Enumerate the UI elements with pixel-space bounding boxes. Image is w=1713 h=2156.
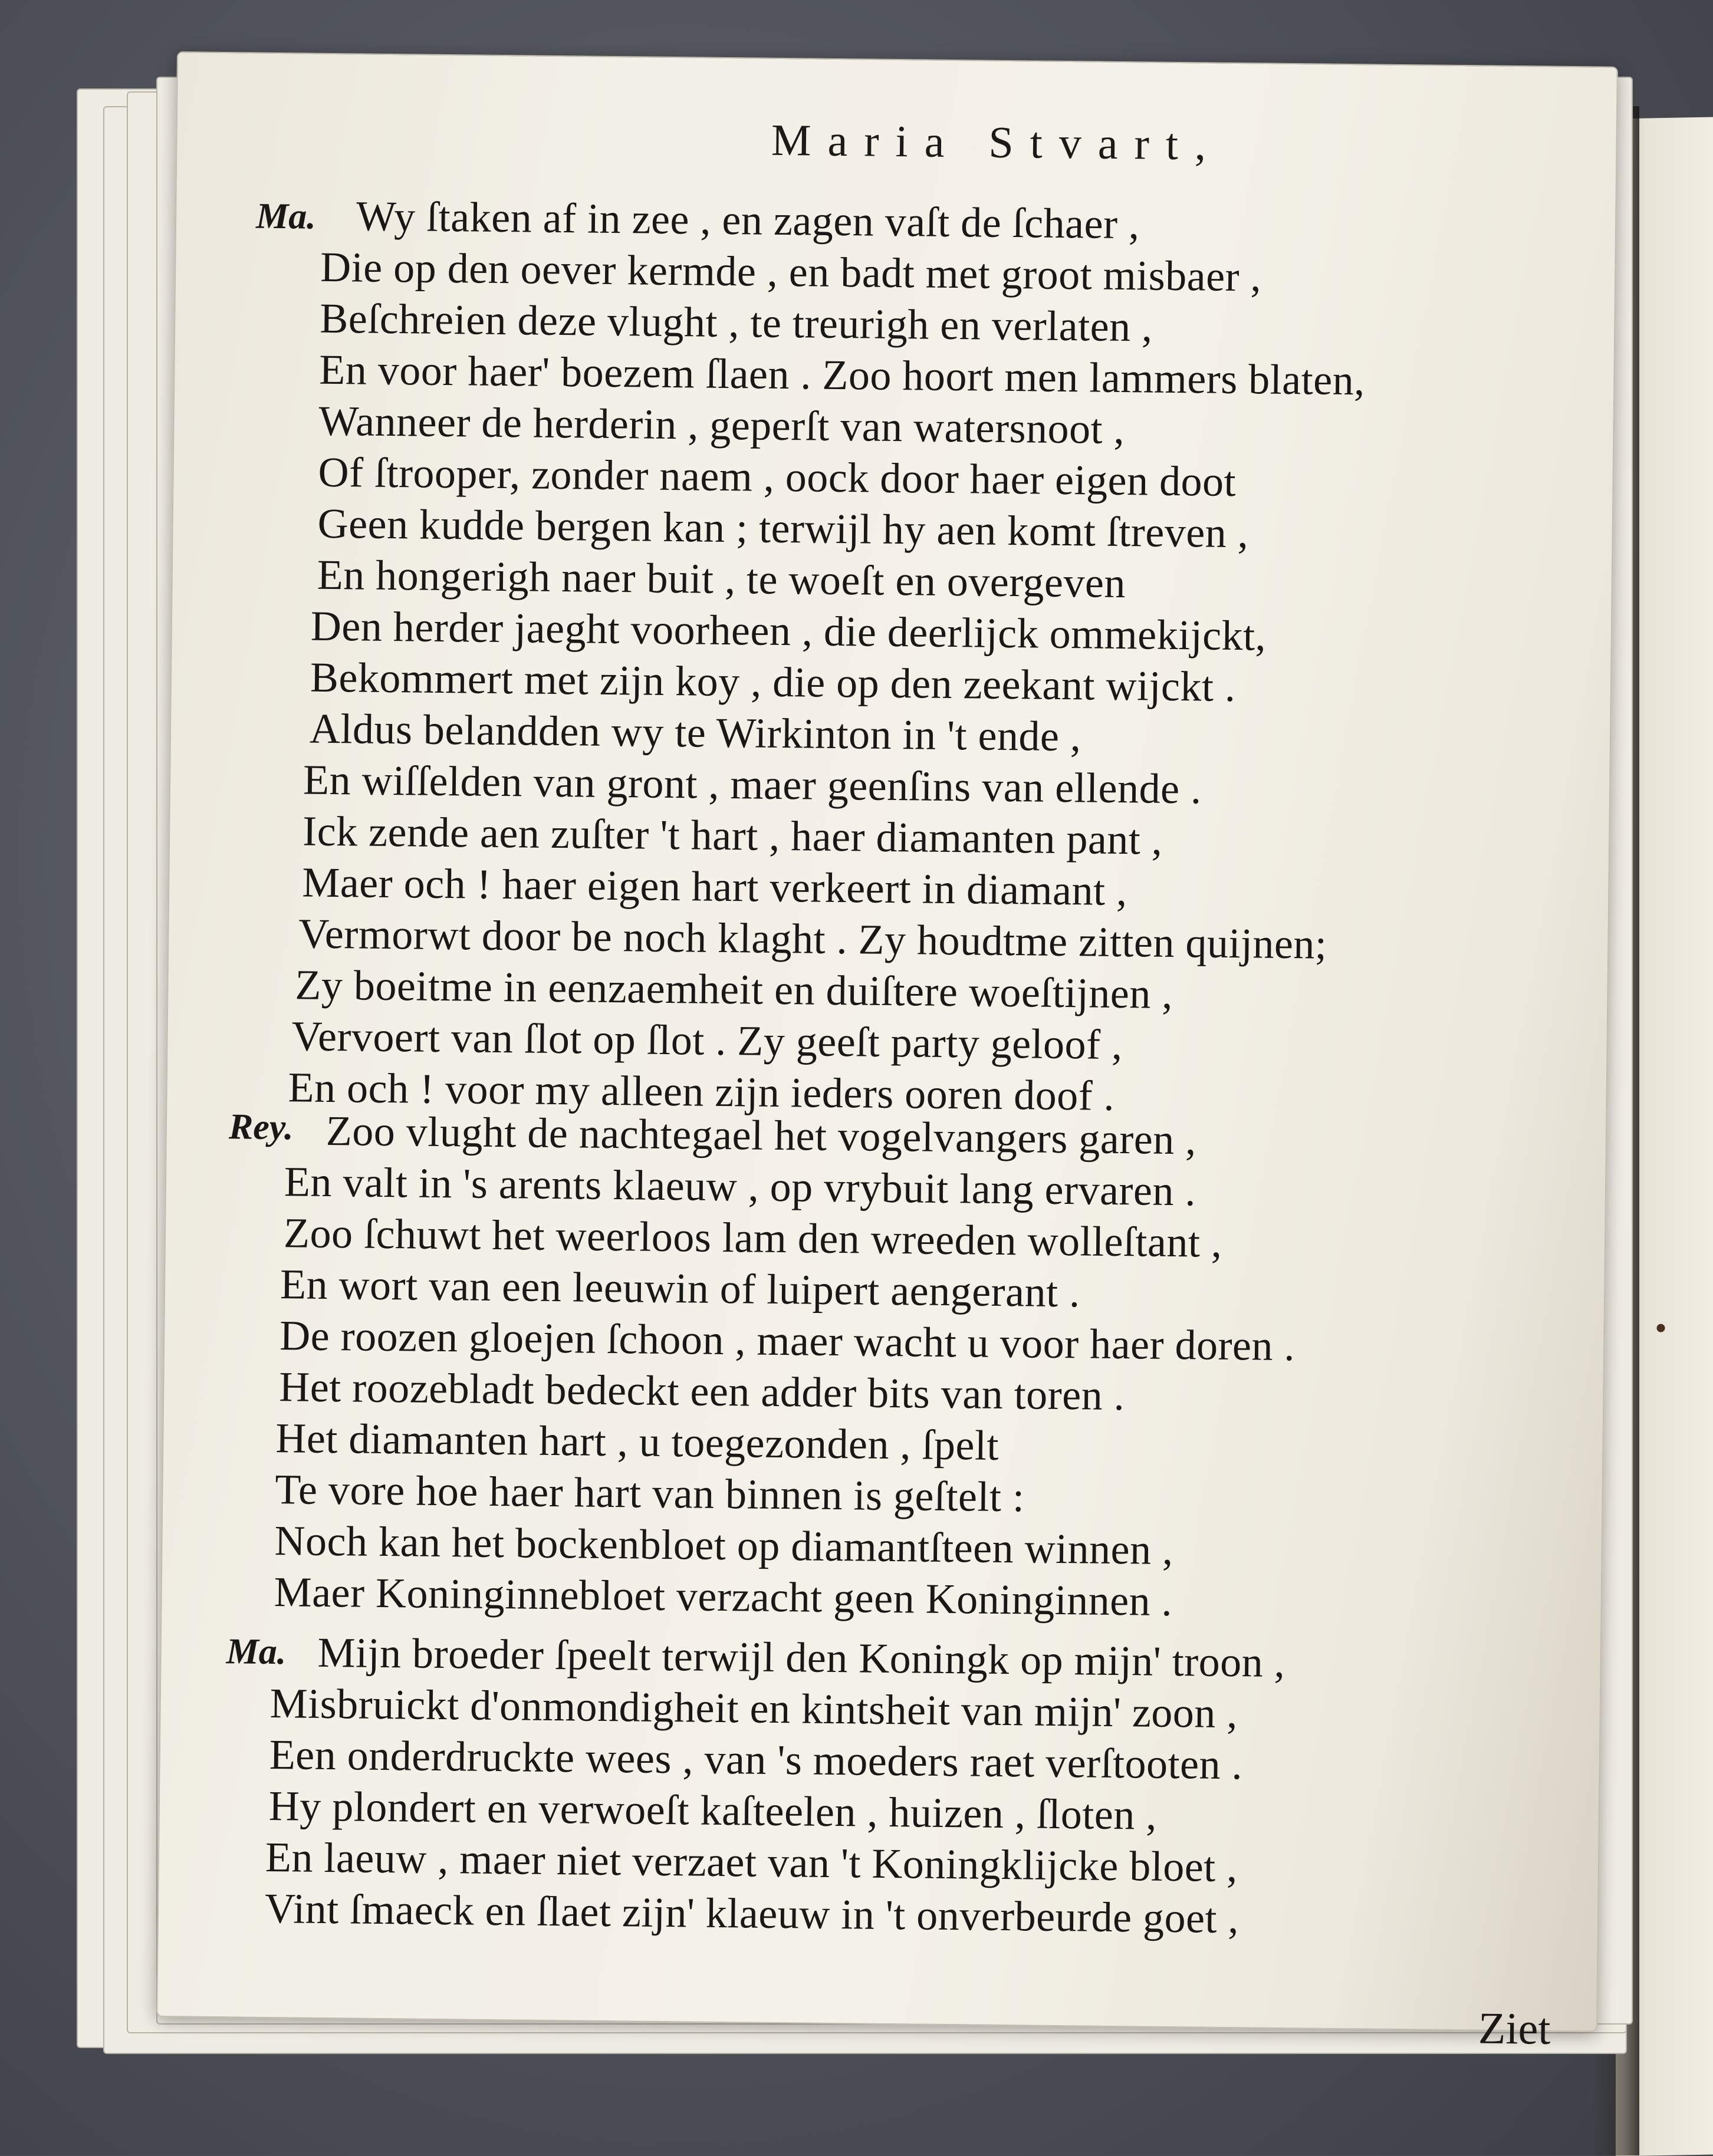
verse-line: Een onderdruckte wees , van 's moeders raet verſtooten . — [269, 1731, 1243, 1789]
verse-line: Bekommert met zijn koy , die op den zeekant wijckt . — [310, 653, 1236, 711]
verse-line: De roozen gloejen ſchoon , maer wacht u voor haer doren . — [279, 1312, 1296, 1370]
verse-line: En wort van een leeuwin of luipert aengerant . — [280, 1260, 1081, 1316]
verse-line: Mijn broeder ſpeelt terwijl den Koningk op mijn' troon , — [317, 1628, 1285, 1687]
verse-line: En wiſſelden van gront , maer geenſins van ellende . — [303, 756, 1202, 813]
speaker-label-ma: Ma. — [255, 196, 317, 237]
verse-line: Zoo ſchuwt het weerloos lam den wreeden wolleſtant , — [283, 1209, 1222, 1266]
verse-line: Wy ſtaken af in zee , en zagen vaſt de ſchaer , — [356, 192, 1140, 248]
verse-line: Maer och ! haer eigen hart verkeert in diamant , — [301, 858, 1128, 915]
verse-line: Zoo vlught de nachtegael het vogelvangers garen , — [325, 1107, 1197, 1164]
book-page — [156, 51, 1618, 2054]
verse-line: Noch kan het bockenbloet op diamantſteen winnen , — [274, 1517, 1174, 1574]
catchword: Ziet — [1478, 2003, 1551, 2054]
verse-line: Die op den oever kermde , en badt met groot misbaer , — [320, 243, 1262, 301]
verse-line: En hongerigh naer buit , te woeſt en overgeven — [317, 551, 1126, 607]
verse-line: Het diamanten hart , u toegezonden , ſpelt — [275, 1414, 999, 1469]
speaker-label-ma: Ma. — [226, 1631, 287, 1673]
verse-line: Vint ſmaeck en ſlaet zijn' klaeuw in 't onverbeurde goet , — [264, 1884, 1239, 1943]
verse-line: Beſchreien deze vlught , te treurigh en verlaten , — [319, 294, 1153, 351]
verse-line: Zy boeitme in eenzaemheit en duiſtere woeſtijnen , — [295, 961, 1173, 1018]
verse-line: Het roozebladt bedeckt een adder bits van toren . — [278, 1363, 1125, 1420]
verse-line: Maer Koninginnebloet verzacht geen Koninginnen . — [274, 1568, 1173, 1625]
ink-stain — [1656, 1324, 1665, 1332]
verse-line: Ick zende aen zuſter 't hart , haer diamanten pant , — [302, 807, 1163, 864]
verse-line: En valt in 's arents klaeuw , op vrybuit lang ervaren . — [284, 1158, 1196, 1215]
verse-line: Vermorwt door be noch klaght . Zy houdtme zitten quijnen; — [298, 910, 1327, 968]
verse-line: Misbruickt d'onmondigheit en kintsheit van mijn' zoon , — [269, 1680, 1238, 1737]
verse-line: Of ſtrooper, zonder naem , oock door haer eigen doot — [318, 448, 1237, 506]
verse-line: En och ! voor my alleen zijn ieders ooren doof . — [288, 1064, 1115, 1120]
verse-line: Wanneer de herderin , geperſt van watersnoot , — [318, 397, 1125, 453]
running-head: Maria Stvart, — [771, 115, 1223, 170]
verse-line: En voor haer' boezem ſlaen . Zoo hoort men lammers blaten, — [319, 345, 1366, 404]
verse-line: Den herder jaeght voorheen , die deerlijck ommekijckt, — [310, 602, 1267, 660]
verse-line: En laeuw , maer niet verzaet van 't Koningklijcke bloet , — [265, 1833, 1238, 1891]
verse-line: Vervoert van ſlot op ſlot . Zy geeſt party geloof , — [291, 1012, 1123, 1069]
verse-line: Te vore hoe haer hart van binnen is geſtelt : — [275, 1466, 1025, 1521]
verse-line: Hy plondert en verwoeſt kaſteelen , huizen , ſloten , — [268, 1782, 1158, 1839]
verse-line: Geen kudde bergen kan ; terwijl hy aen komt ſtreven , — [317, 499, 1249, 557]
verse-line: Aldus belandden wy te Wirkinton in 't ende , — [309, 705, 1081, 761]
verse-block — [157, 52, 1617, 2030]
speaker-label-rey: Rey. — [228, 1107, 294, 1148]
